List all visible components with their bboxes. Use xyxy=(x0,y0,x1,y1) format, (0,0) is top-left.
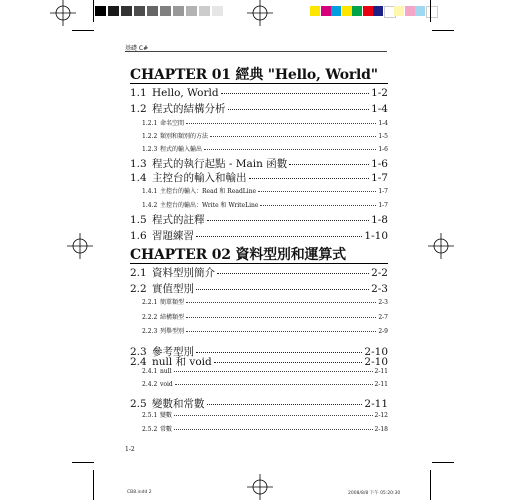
registration-mark-icon xyxy=(50,0,76,26)
entry-title: 程式的輸入輸出 xyxy=(160,146,203,153)
entry-title: null xyxy=(160,368,172,375)
toc-section-entry[interactable] xyxy=(130,156,388,171)
entry-number: 1.4 xyxy=(130,172,147,184)
crop-mark xyxy=(72,462,94,463)
gray-swatch xyxy=(160,6,171,16)
entry-title: 類別和類別的方法 xyxy=(160,133,209,140)
entry-title: 命名空間 xyxy=(160,120,185,127)
color-swatch xyxy=(352,6,362,16)
entry-title: void xyxy=(160,381,173,388)
entry-title: 習題練習 xyxy=(152,230,194,242)
header-rule xyxy=(125,51,387,52)
entry-page-number: 2-12 xyxy=(374,412,388,419)
dot-leader xyxy=(174,429,373,430)
entry-number: 2.2.2 xyxy=(142,314,158,321)
toc-subsection-entry[interactable] xyxy=(130,200,388,209)
dot-leader xyxy=(204,149,376,150)
toc-subsection-entry[interactable] xyxy=(130,368,388,375)
gray-swatch xyxy=(186,6,197,16)
entry-number: 2.5.1 xyxy=(142,412,158,419)
crop-mark xyxy=(432,462,454,463)
dot-leader xyxy=(260,205,376,206)
color-swatch xyxy=(415,6,425,16)
gray-swatch xyxy=(173,6,184,16)
entry-page-number: 1-5 xyxy=(378,133,388,140)
entry-page-number: 1-2 xyxy=(371,87,388,99)
gray-swatch xyxy=(199,6,210,16)
toc-subsection-entry[interactable] xyxy=(130,326,388,335)
toc-section-entry[interactable] xyxy=(130,281,388,296)
entry-number: 1.2.3 xyxy=(142,146,158,153)
entry-number: 1.2 xyxy=(130,103,147,115)
entry-title: null 和 void xyxy=(152,356,212,368)
color-swatch xyxy=(321,6,331,16)
entry-page-number: 1-7 xyxy=(378,188,388,195)
crop-mark xyxy=(432,30,454,31)
dot-leader xyxy=(207,404,363,405)
dot-leader xyxy=(289,164,369,165)
chapter-title: CHAPTER 02 資料型別和運算式 xyxy=(130,247,346,263)
entry-number: 2.2 xyxy=(130,283,147,295)
entry-page-number: 2-11 xyxy=(374,381,388,388)
registration-mark-icon xyxy=(428,233,454,259)
entry-title: 程式的註釋 xyxy=(152,214,205,226)
entry-page-number: 2-11 xyxy=(364,398,388,410)
chapter-rule xyxy=(130,263,388,264)
entry-page-number: 2-18 xyxy=(374,426,388,433)
dot-leader xyxy=(186,331,376,332)
entry-number: 2.2.1 xyxy=(142,299,158,306)
gray-swatch xyxy=(95,6,106,16)
entry-title: 列舉型別 xyxy=(160,328,185,335)
dot-leader xyxy=(221,93,369,94)
entry-number: 2.1 xyxy=(130,267,147,279)
toc-subsection-entry[interactable] xyxy=(130,186,388,195)
toc-subsection-entry[interactable] xyxy=(130,297,388,306)
dot-leader xyxy=(196,289,369,290)
entry-page-number: 1-8 xyxy=(371,214,388,226)
crop-mark xyxy=(72,30,94,31)
toc-section-entry[interactable] xyxy=(130,212,388,227)
color-swatch xyxy=(310,6,320,16)
color-swatch xyxy=(405,6,415,16)
toc-section-entry[interactable] xyxy=(130,396,388,411)
entry-page-number: 2-10 xyxy=(364,346,388,358)
registration-mark-icon xyxy=(247,0,273,26)
entry-title: 主控台的輸出：Write 和 WriteLine xyxy=(160,202,259,209)
entry-page-number: 2-2 xyxy=(371,267,388,279)
gray-swatch xyxy=(212,6,223,16)
dot-leader xyxy=(186,317,376,318)
crop-mark xyxy=(93,0,94,22)
gray-swatch xyxy=(108,6,119,16)
dot-leader xyxy=(186,123,376,124)
toc-section-entry[interactable] xyxy=(130,87,388,99)
entry-title: 程式的執行起點 - Main 函數 xyxy=(152,158,288,170)
color-swatch xyxy=(394,6,404,16)
entry-page-number: 1-7 xyxy=(378,202,388,209)
entry-number: 2.5 xyxy=(130,398,147,410)
chapter-title: CHAPTER 01 經典 "Hello, World" xyxy=(130,67,378,83)
color-swatch xyxy=(373,6,383,16)
toc-section-entry[interactable] xyxy=(130,354,388,369)
print-slug-timestamp: 2008/8/8 下午 05:20:30 xyxy=(348,491,401,496)
entry-page-number: 1-7 xyxy=(371,172,388,184)
page-number: 1-2 xyxy=(125,446,135,453)
entry-page-number: 2-7 xyxy=(378,314,388,321)
toc-subsection-entry[interactable] xyxy=(130,410,388,419)
entry-title: 主控台的輸入和輸出 xyxy=(152,172,247,184)
entry-page-number: 2-10 xyxy=(364,356,388,368)
crop-mark xyxy=(430,470,431,500)
entry-page-number: 1-6 xyxy=(378,146,388,153)
entry-number: 1.5 xyxy=(130,214,147,226)
color-swatch xyxy=(342,6,352,16)
entry-page-number: 1-10 xyxy=(364,230,388,242)
entry-number: 1.4.1 xyxy=(142,188,158,195)
dot-leader xyxy=(228,109,370,110)
running-head: 基礎 C# xyxy=(125,45,149,52)
color-swatch xyxy=(363,6,373,16)
toc-subsection-entry[interactable] xyxy=(130,118,388,127)
entry-number: 1.3 xyxy=(130,158,147,170)
color-swatch xyxy=(426,6,438,18)
entry-number: 1.4.2 xyxy=(142,202,158,209)
dot-leader xyxy=(258,191,376,192)
entry-title: 程式的結構分析 xyxy=(152,103,226,115)
entry-title: Hello, World xyxy=(152,87,219,99)
dot-leader xyxy=(174,371,373,372)
entry-title: 變數 xyxy=(160,412,173,419)
toc-section-entry[interactable] xyxy=(130,101,388,116)
entry-number: 2.4 xyxy=(130,356,147,368)
toc-section-entry[interactable] xyxy=(130,228,388,243)
entry-page-number: 2-11 xyxy=(374,368,388,375)
gray-swatch xyxy=(147,6,158,16)
chapter-rule xyxy=(130,83,388,84)
entry-number: 1.2.1 xyxy=(142,120,158,127)
entry-page-number: 1-4 xyxy=(371,103,388,115)
dot-leader xyxy=(217,273,369,274)
entry-title: 資料型別簡介 xyxy=(152,267,215,279)
print-slug-filename: CB8.indd 2 xyxy=(127,490,152,495)
crop-mark xyxy=(430,0,431,22)
entry-title: 實值型別 xyxy=(152,283,194,295)
toc-subsection-entry[interactable] xyxy=(130,144,388,153)
dot-leader xyxy=(175,384,373,385)
crop-mark xyxy=(93,470,94,500)
entry-number: 1.6 xyxy=(130,230,147,242)
gray-swatch xyxy=(134,6,145,16)
entry-page-number: 2-9 xyxy=(378,328,388,335)
entry-page-number: 2-3 xyxy=(371,283,388,295)
dot-leader xyxy=(214,362,363,363)
dot-leader xyxy=(196,236,362,237)
entry-title: 常數 xyxy=(160,426,173,433)
entry-title: 參考型別 xyxy=(152,346,194,358)
entry-number: 1.1 xyxy=(130,87,147,99)
entry-number: 1.2.2 xyxy=(142,133,158,140)
registration-mark-icon xyxy=(247,474,273,500)
toc-subsection-entry[interactable] xyxy=(130,381,388,388)
entry-number: 2.4.2 xyxy=(142,381,158,388)
entry-page-number: 1-6 xyxy=(371,158,388,170)
entry-number: 2.3 xyxy=(130,346,147,358)
entry-title: 結構類型 xyxy=(160,314,185,321)
dot-leader xyxy=(186,302,376,303)
entry-number: 2.5.2 xyxy=(142,426,158,433)
toc-section-entry[interactable] xyxy=(130,170,388,185)
dot-leader xyxy=(174,415,373,416)
dot-leader xyxy=(196,352,362,353)
entry-page-number: 1-4 xyxy=(378,120,388,127)
entry-title: 主控台的輸入：Read 和 ReadLine xyxy=(160,188,257,195)
entry-title: 變數和常數 xyxy=(152,398,205,410)
dot-leader xyxy=(207,220,370,221)
entry-number: 2.4.1 xyxy=(142,368,158,375)
gray-swatch xyxy=(121,6,132,16)
entry-number: 2.2.3 xyxy=(142,328,158,335)
toc-subsection-entry[interactable] xyxy=(130,312,388,321)
entry-title: 簡單類型 xyxy=(160,299,185,306)
entry-page-number: 2-3 xyxy=(378,299,388,306)
dot-leader xyxy=(249,178,370,179)
color-swatch xyxy=(331,6,341,16)
toc-section-entry[interactable] xyxy=(130,265,388,280)
toc-subsection-entry[interactable] xyxy=(130,424,388,433)
toc-subsection-entry[interactable] xyxy=(130,131,388,140)
dot-leader xyxy=(210,136,376,137)
registration-mark-icon xyxy=(67,233,93,259)
